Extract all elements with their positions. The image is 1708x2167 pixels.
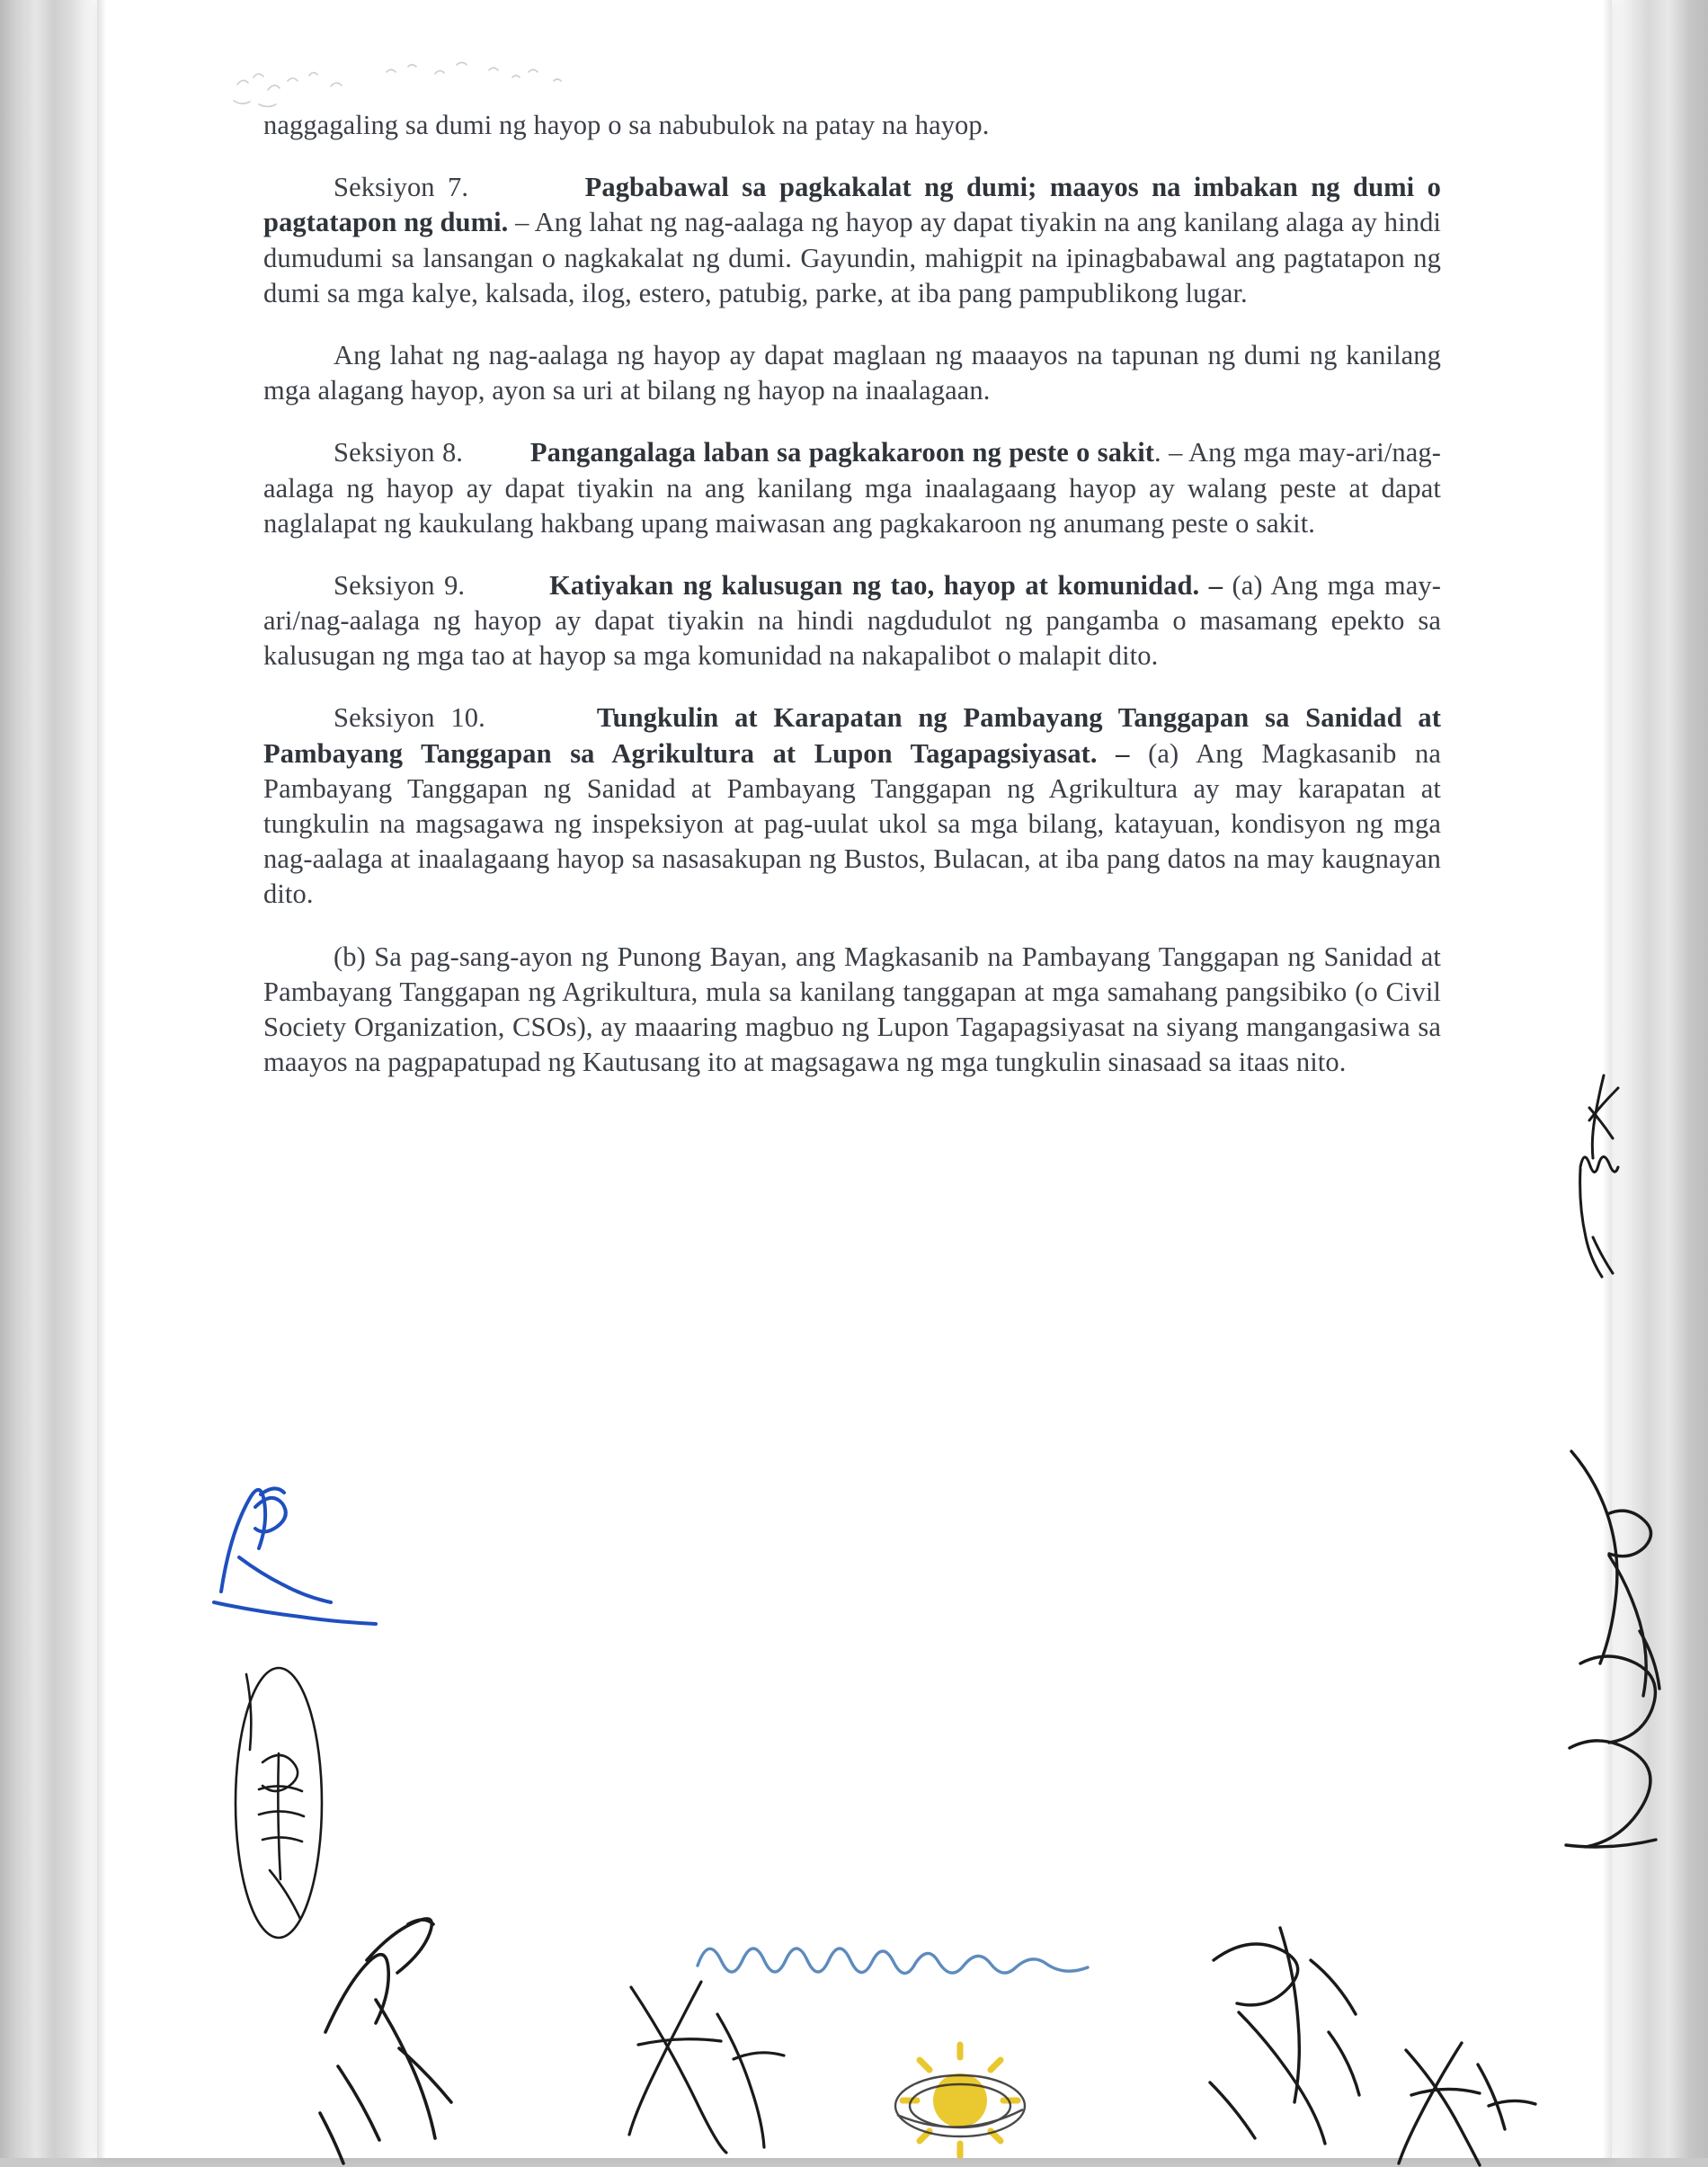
- section-body-7: – Ang lahat ng nag-aalaga ng hayop ay dapat tiyakin na ang kanilang alaga ay hindi dumudumi sa lansangan o nagkakalat ng dumi. Gayundin, mahigpit na ipinagbabawal ang pagtatapon ng dumi sa mga kalye, kalsada, ilog, estero, patubig, parke, at iba pang pampublikong lugar.: [263, 207, 1441, 308]
- signature-bottom-3: [1203, 1906, 1410, 2167]
- paragraph-seksiyon-10: [263, 700, 1441, 912]
- section-heading-7: Pagbabawal sa pagkakalat ng dumi; maayos na imbakan ng dumi o pagtatapon ng dumi.: [263, 172, 1441, 238]
- paragraph-seksiyon-7: [263, 170, 1441, 311]
- section-heading-8: Pangangalaga laban sa pagkakaroon ng peste o sakit: [529, 437, 1155, 468]
- signature-left-oval-stamp: [223, 1654, 358, 1951]
- section-heading-9: Katiyakan ng kalusugan ng tao, hayop at komunidad. –: [549, 569, 1223, 601]
- signature-bottom-2: [618, 1960, 807, 2158]
- section-label-8: Seksiyon 8.: [334, 437, 464, 468]
- paragraph-seksiyon-8: [263, 435, 1441, 541]
- paragraph-continuation: naggagaling sa dumi ng hayop o sa nabubulok na patay na hayop.: [263, 110, 990, 140]
- section-body-10: (a) Ang Magkasanib na Pambayang Tanggapan ng Sanidad at Pambayang Tanggapan ng Agrikultura ay may karapatan at tungkulin na magsagawa ng inspeksiyon at pag-uulat ukol sa mga bilang, katayuan, kondisyon ng mga nag-aalaga at inaalagaang hayop sa nasasakupan ng Bustos, Bulacan, at iba pang datos na may kaugnayan dito.: [263, 737, 1442, 910]
- paragraph-seksiyon-9: [263, 568, 1441, 674]
- document-text-body: [263, 108, 1441, 1107]
- signature-bottom-4: [1392, 2023, 1562, 2167]
- section-heading-10: Tungkulin at Karapatan ng Pambayang Tanggapan sa Sanidad at Pambayang Tanggapan sa Agrikultura at Lupon Tagapagsiyasat. –: [263, 702, 1441, 769]
- page-edge-shadow-left: [97, 0, 106, 2158]
- signature-bottom-blue-flourish: [690, 1924, 1158, 2005]
- section-label-7: Seksiyon 7.: [334, 172, 469, 203]
- section-label-9: Seksiyon 9.: [334, 569, 466, 601]
- section-label-10: Seksiyon 10.: [334, 702, 485, 734]
- municipal-seal-emblem: [870, 2041, 1050, 2158]
- page-edge-shadow-right: [1603, 0, 1612, 2158]
- signature-bottom-1: [313, 1906, 511, 2167]
- document-page: [97, 0, 1612, 2158]
- paragraph-seksiyon-7-b: Ang lahat ng nag-aalaga ng hayop ay dapat maglaan ng maaayos na tapunan ng dumi ng kanilang mga alagang hayop, ayon sa uri at bilang ng hayop na inaalagaan.: [263, 339, 1441, 406]
- section-body-8: . – Ang mga may-ari/nag-aalaga ng hayop ay dapat tiyakin na ang kanilang mga inaalagaang hayop ay walang peste at dapat naglalapat ng kaukulang hakbang upang maiwasan ang pagkakaroon ng anumang peste o sakit.: [263, 437, 1442, 539]
- section-body-9: (a) Ang mga may-ari/nag-aalaga ng hayop ay dapat tiyakin na hindi nagdudulot ng pangamba o masamang epekto sa kalusugan ng mga tao at hayop sa mga komunidad na nakapalibot o malapit dito.: [263, 569, 1441, 672]
- paragraph-seksiyon-10-b: (b) Sa pag-sang-ayon ng Punong Bayan, ang Magkasanib na Pambayang Tanggapan ng Sanidad at Pambayang Tanggapan ng Agrikultura, mula sa kanilang tanggapan at mga samahang pangsibiko (o Civil Society Organization, CSOs), ay maaaring magbuo ng Lupon Tagapagsiyasat na siyang mangangasiwa sa maayos na pagpapatupad ng Kautusang ito at magsagawa ng mga tungkulin sinasaad sa itaas nito.: [263, 941, 1441, 1078]
- signature-left-blue: [205, 1475, 385, 1627]
